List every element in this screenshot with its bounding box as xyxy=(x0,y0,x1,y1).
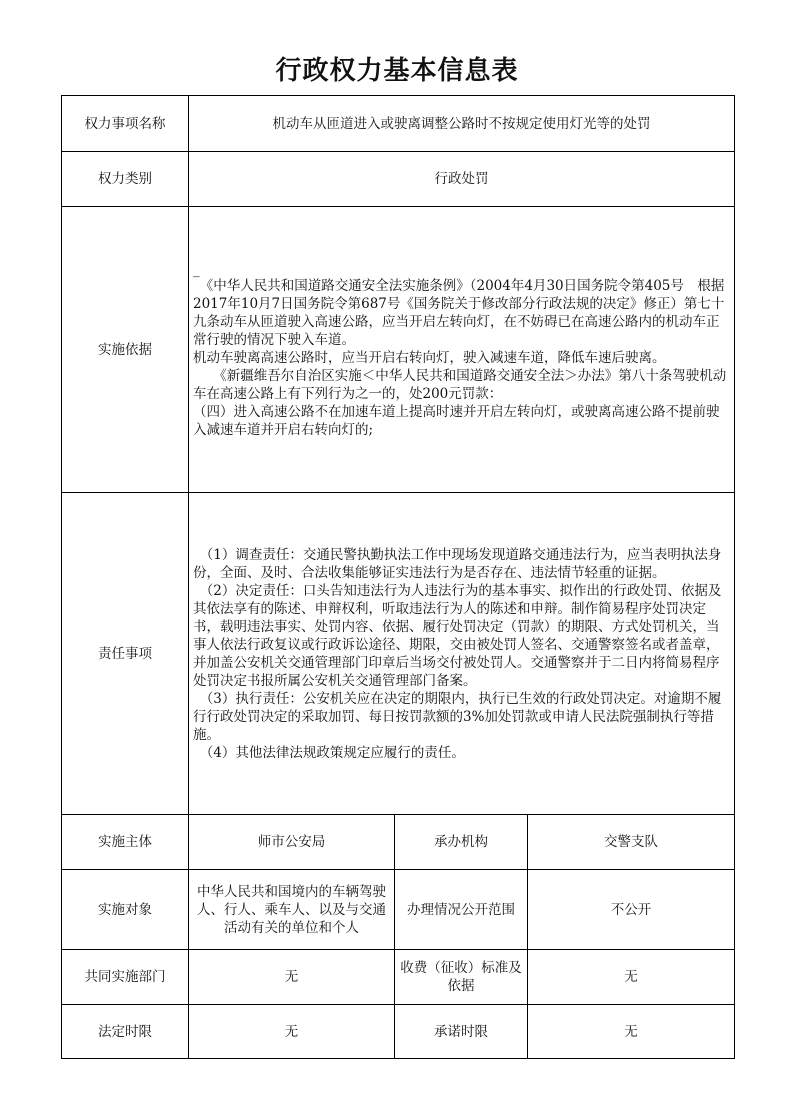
promise-limit-label: 承诺时限 xyxy=(395,1005,528,1059)
responsibility-paragraph: （4）其他法律法规政策规定应履行的责任。 xyxy=(193,744,465,761)
info-table xyxy=(61,95,735,1059)
time-limit-label: 法定时限 xyxy=(62,1005,189,1059)
target-label: 实施对象 xyxy=(62,870,189,950)
basis-content xyxy=(189,207,735,493)
basis-paragraph: 机动车驶离高速公路时，应当开启右转向灯，驶入减速车道，降低车速后驶离。 xyxy=(193,349,666,366)
organizer-label: 承办机构 xyxy=(395,815,528,870)
row-target xyxy=(62,870,735,950)
category-value: 行政处罚 xyxy=(189,152,735,207)
disclosure-label: 办理情况公开范围 xyxy=(395,870,528,950)
category-label: 权力类别 xyxy=(62,152,189,207)
item-name-value: 机动车从匝道进入或驶离调整公路时不按规定使用灯光等的处罚 xyxy=(189,96,735,152)
subject-label: 实施主体 xyxy=(62,815,189,870)
row-time-limit xyxy=(62,1005,735,1059)
subject-value: 师市公安局 xyxy=(189,815,395,870)
responsibility-paragraph: （1）调查责任：交通民警执勤执法工作中现场发现道路交通违法行为，应当表明执法身份，全面、及时、合法收集能够证实违法行为是否存在、违法情节轻重的证据。 xyxy=(193,546,722,581)
item-name-label: 权力事项名称 xyxy=(62,96,189,152)
responsibility-paragraph: （3）执行责任：公安机关应在决定的期限内，执行已生效的行政处罚决定。对逾期不履行行政处罚决定的采取加罚、每日按罚款额的3%加处罚款或申请人民法院强制执行等措施。 xyxy=(193,690,722,743)
organizer-value: 交警支队 xyxy=(528,815,735,870)
fee-value: 无 xyxy=(528,950,735,1005)
target-value-text: 中华人民共和国境内的车辆驾驶人、行人、乘车人、以及与交通活动有关的单位和个人 xyxy=(197,883,386,936)
basis-paragraph: （四）进入高速公路不在加速车道上提高时速并开启左转向灯，或驶离高速公路不提前驶入减速车道并开启右转向灯的; xyxy=(193,403,720,438)
disclosure-value: 不公开 xyxy=(528,870,735,950)
promise-limit-value: 无 xyxy=(528,1005,735,1059)
basis-paragraph: 《中华人民共和国道路交通安全法实施条例》（2004年4月30日国务院令第405号 根据2017年10月7日国务院令第687号《国务院关于修改部分行政法规的决定》修正）第七十九条动车从匝道驶入高速公路，应当开启左转向灯，在不妨碍已在高速公路内的机动车正常行驶的情况下驶入车道。 xyxy=(193,277,725,348)
responsibility-content xyxy=(189,493,735,815)
basis-paragraph: 《新疆维吾尔自治区实施＜中华人民共和国道路交通安全法＞办法》第八十条驾驶机动车在高速公路上有下列行为之一的，处200元罚款： xyxy=(193,367,727,402)
page-title: 行政权力基本信息表 xyxy=(275,56,519,86)
joint-label: 共同实施部门 xyxy=(62,950,189,1005)
basis-dash: _ xyxy=(193,261,200,278)
row-responsibility xyxy=(62,493,735,815)
responsibility-label: 责任事项 xyxy=(62,493,189,815)
row-item-name xyxy=(62,96,735,152)
fee-label-text: 收费（征收）标准及依据 xyxy=(400,960,522,994)
time-limit-value: 无 xyxy=(189,1005,395,1059)
row-basis xyxy=(62,207,735,493)
row-joint xyxy=(62,950,735,1005)
joint-value: 无 xyxy=(189,950,395,1005)
responsibility-paragraph: （2）决定责任：口头告知违法行为人违法行为的基本事实、拟作出的行政处罚、依据及其依法享有的陈述、申辩权利，听取违法行为人的陈述和申辩。制作简易程序处罚决定书，载明违法事实、处罚内容、依据、履行处罚决定（罚款）的期限、方式处罚机关，当事人依法行政复议或行政诉讼途径、期限，交由被处罚人签名、交通警察签名或者盖章，并加盖公安机关交通管理部门印章后当场交付被处罚人。交通警察并于二日内将简易程序处罚决定书报所属公安机关交通管理部门备案。 xyxy=(193,582,722,689)
row-subject xyxy=(62,815,735,870)
fee-label xyxy=(395,950,528,1005)
basis-label: 实施依据 xyxy=(62,207,189,493)
row-category xyxy=(62,152,735,207)
target-value xyxy=(189,870,395,950)
